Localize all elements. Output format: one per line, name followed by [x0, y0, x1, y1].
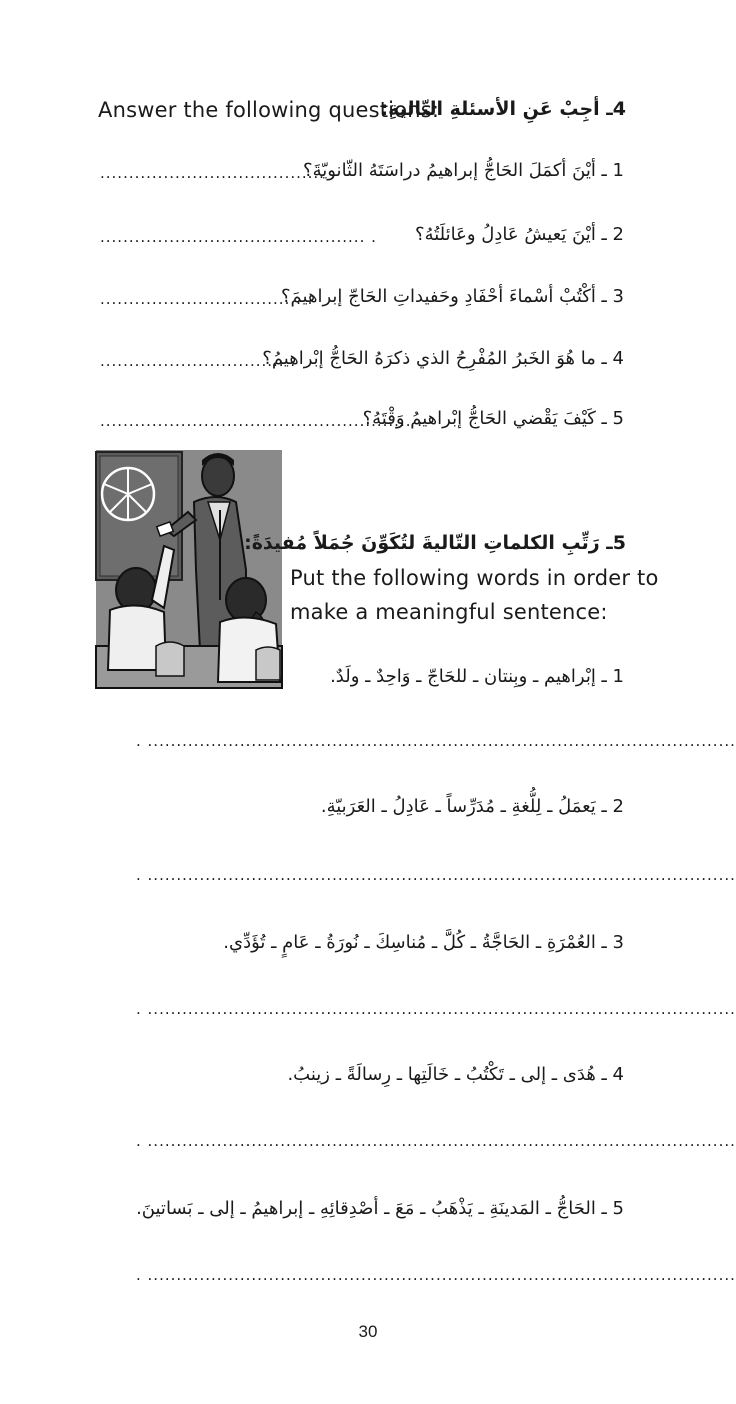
reorder-item-3: 3 ـ العُمْرَةِ ـ الحَاجَّةُ ـ كُلَّ ـ مُناسِكَ ـ نُورَةُ ـ عَامٍ ـ تُؤَدِّي. — [223, 932, 624, 953]
answer-dots-3[interactable]: ................................... . — [100, 290, 314, 308]
reorder-item-2: 2 ـ يَعمَلُ ـ لِلُّغةِ ـ مُدَرِّساً ـ عَادِلُ ـ العَرَبيّةِ. — [320, 796, 624, 817]
answer-line-3[interactable]: . ...................................................................................................... — [136, 1000, 736, 1018]
answer-line-4[interactable]: . ...................................................................................................... — [136, 1132, 736, 1150]
question-2: 2 ـ أيْنَ يَعيشُ عَادِلُ وعَائلَتُهُ؟ — [415, 224, 624, 245]
teacher-classroom-illustration — [96, 450, 282, 688]
teacher-classroom-icon — [96, 450, 282, 688]
section5-heading-en-line1: Put the following words in order to — [290, 566, 659, 590]
answer-dots-2[interactable]: .............................................. . — [100, 228, 377, 246]
answer-line-1[interactable]: . ...................................................................................................... — [136, 732, 736, 750]
section4-heading-en: Answer the following questions: — [98, 98, 440, 122]
question-1: 1 ـ أيْنَ أكمَلَ الحَاجُّ إبراهيمُ دراسَتَهُ الثّانويّةَ؟ — [303, 160, 624, 181]
answer-dots-5[interactable]: ...................................................... . — [100, 412, 424, 430]
question-3: 3 ـ أكْتُبْ أسْماءَ أحْفَادِ وحَفيداتِ الحَاجّ إبراهيمَ؟ — [281, 286, 624, 307]
section5-heading-ar: 5ـ رَتِّبِ الكلماتِ التّاليةَ لتُكَوِّنَ جُمَلاً مُفيدَةً: — [244, 532, 626, 554]
reorder-item-5: 5 ـ الحَاجُّ ـ المَدينَةِ ـ يَذْهَبُ ـ مَعَ ـ أصْدِقائِهِ ـ إبراهيمُ ـ إلى ـ بَساتينَ. — [136, 1198, 624, 1219]
question-5: 5 ـ كَيْفَ يَقْضي الحَاجُّ إبْراهيمُ وَقْتَهُ؟ — [362, 408, 624, 429]
answer-line-5[interactable]: . ...................................................................................................... — [136, 1266, 736, 1284]
reorder-item-1: 1 ـ إبْراهيم ـ وبِنتان ـ للحَاجّ ـ وَاحِدٌ ـ ولَدٌ. — [330, 666, 624, 687]
section5-heading-en-line2: make a meaningful sentence: — [290, 600, 608, 624]
section4-heading-ar: 4ـ أجِبْ عَنِ الأسئلةِ التّاليةِ: — [380, 98, 626, 120]
answer-line-2[interactable]: . ...................................................................................................... — [136, 866, 736, 884]
question-4: 4 ـ ما هُوَ الخَبرُ المُفْرِحُ الذي ذكرَهُ الحَاجُّ إبْراهيمُ؟ — [262, 348, 624, 369]
reorder-item-4: 4 ـ هُدَى ـ إلى ـ تَكْتُبُ ـ خَالَتِها ـ رِسالَةً ـ زينبُ. — [287, 1064, 624, 1085]
page-number: 30 — [358, 1322, 378, 1341]
answer-dots-4[interactable]: ................................ . — [100, 352, 297, 370]
answer-dots-1[interactable]: ....................................... . — [100, 164, 337, 182]
